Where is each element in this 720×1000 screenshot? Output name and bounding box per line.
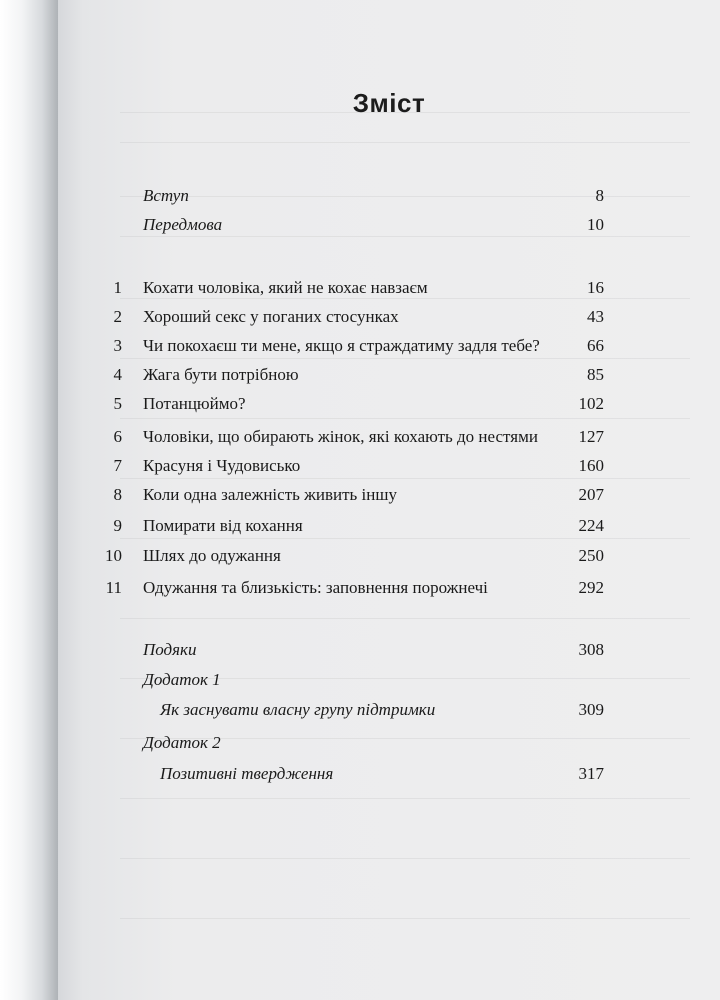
chapter-page: 250 <box>578 546 604 565</box>
toc-chapter-3 <box>0 336 720 360</box>
toc-entry-title: Подяки <box>143 640 197 659</box>
chapter-page: 66 <box>587 336 604 355</box>
chapter-page: 160 <box>578 456 604 475</box>
toc-entry-title: Вступ <box>143 186 189 205</box>
toc-chapter-2 <box>0 307 720 331</box>
toc-entry-thanks <box>0 640 720 664</box>
chapter-title: Потанцюймо? <box>143 394 246 413</box>
toc-entry-title: Додаток 2 <box>143 733 221 752</box>
chapter-title: Коли одна залежність живить іншу <box>143 485 397 504</box>
chapter-page: 224 <box>578 516 604 535</box>
toc-chapter-4 <box>0 365 720 389</box>
chapter-title: Помирати від кохання <box>143 516 303 535</box>
chapter-number: 2 <box>113 307 122 326</box>
toc-entry-page: 309 <box>578 700 604 719</box>
chapter-number: 6 <box>113 427 122 446</box>
chapter-number: 5 <box>113 394 122 413</box>
chapter-page: 43 <box>587 307 604 326</box>
toc-chapter-8 <box>0 485 720 509</box>
toc-entry-intro <box>0 186 720 210</box>
chapter-page: 85 <box>587 365 604 384</box>
toc-chapter-5 <box>0 394 720 418</box>
chapter-title: Шлях до одужання <box>143 546 281 565</box>
chapter-title: Хороший секс у поганих стосунках <box>143 307 399 326</box>
chapter-page: 102 <box>578 394 604 413</box>
toc-entry-page: 10 <box>587 215 604 234</box>
toc-chapter-11 <box>0 578 720 602</box>
toc-entry-appendix-1-sub <box>0 700 720 724</box>
toc-subentry-title: Як заснувати власну групу підтримки <box>160 700 436 719</box>
chapter-number: 4 <box>113 365 122 384</box>
toc-chapter-1 <box>0 278 720 302</box>
toc-subentry-title: Позитивні твердження <box>160 764 334 783</box>
toc-entry-page: 308 <box>578 640 604 659</box>
chapter-title: Чоловіки, що обирають жінок, які кохають до нестями <box>143 427 538 446</box>
chapter-number: 8 <box>113 485 122 504</box>
chapter-number: 3 <box>113 336 122 355</box>
chapter-page: 16 <box>587 278 604 297</box>
chapter-title: Чи покохаєш ти мене, якщо я страждатиму задля тебе? <box>143 336 540 355</box>
toc-entry-appendix-2-sub <box>0 764 720 788</box>
chapter-page: 292 <box>578 578 604 597</box>
chapter-page: 207 <box>578 485 604 504</box>
toc-chapter-6 <box>0 427 720 451</box>
toc-entry-title: Додаток 1 <box>143 670 221 689</box>
toc-entry-page: 8 <box>595 186 604 205</box>
chapter-number: 11 <box>105 578 122 597</box>
chapter-page: 127 <box>578 427 604 446</box>
toc-entry-appendix-2 <box>0 733 720 757</box>
toc-entry-preface <box>0 215 720 239</box>
toc-entry-appendix-1 <box>0 670 720 694</box>
chapter-number: 7 <box>113 456 122 475</box>
chapter-number: 1 <box>113 278 122 297</box>
toc-entry-title: Передмова <box>143 215 223 234</box>
toc-chapter-9 <box>0 516 720 540</box>
toc-chapter-10 <box>0 546 720 570</box>
chapter-title: Красуня і Чудовисько <box>143 456 301 475</box>
toc-entry-page: 317 <box>578 764 604 783</box>
chapter-number: 9 <box>113 516 122 535</box>
toc-chapter-7 <box>0 456 720 480</box>
chapter-title: Одужання та близькість: заповнення порожнечі <box>143 578 488 597</box>
page-title: Зміст <box>352 88 426 118</box>
chapter-number: 10 <box>105 546 122 565</box>
chapter-title: Жага бути потрібною <box>143 365 299 384</box>
chapter-title: Кохати чоловіка, який не кохає навзаєм <box>143 278 428 297</box>
